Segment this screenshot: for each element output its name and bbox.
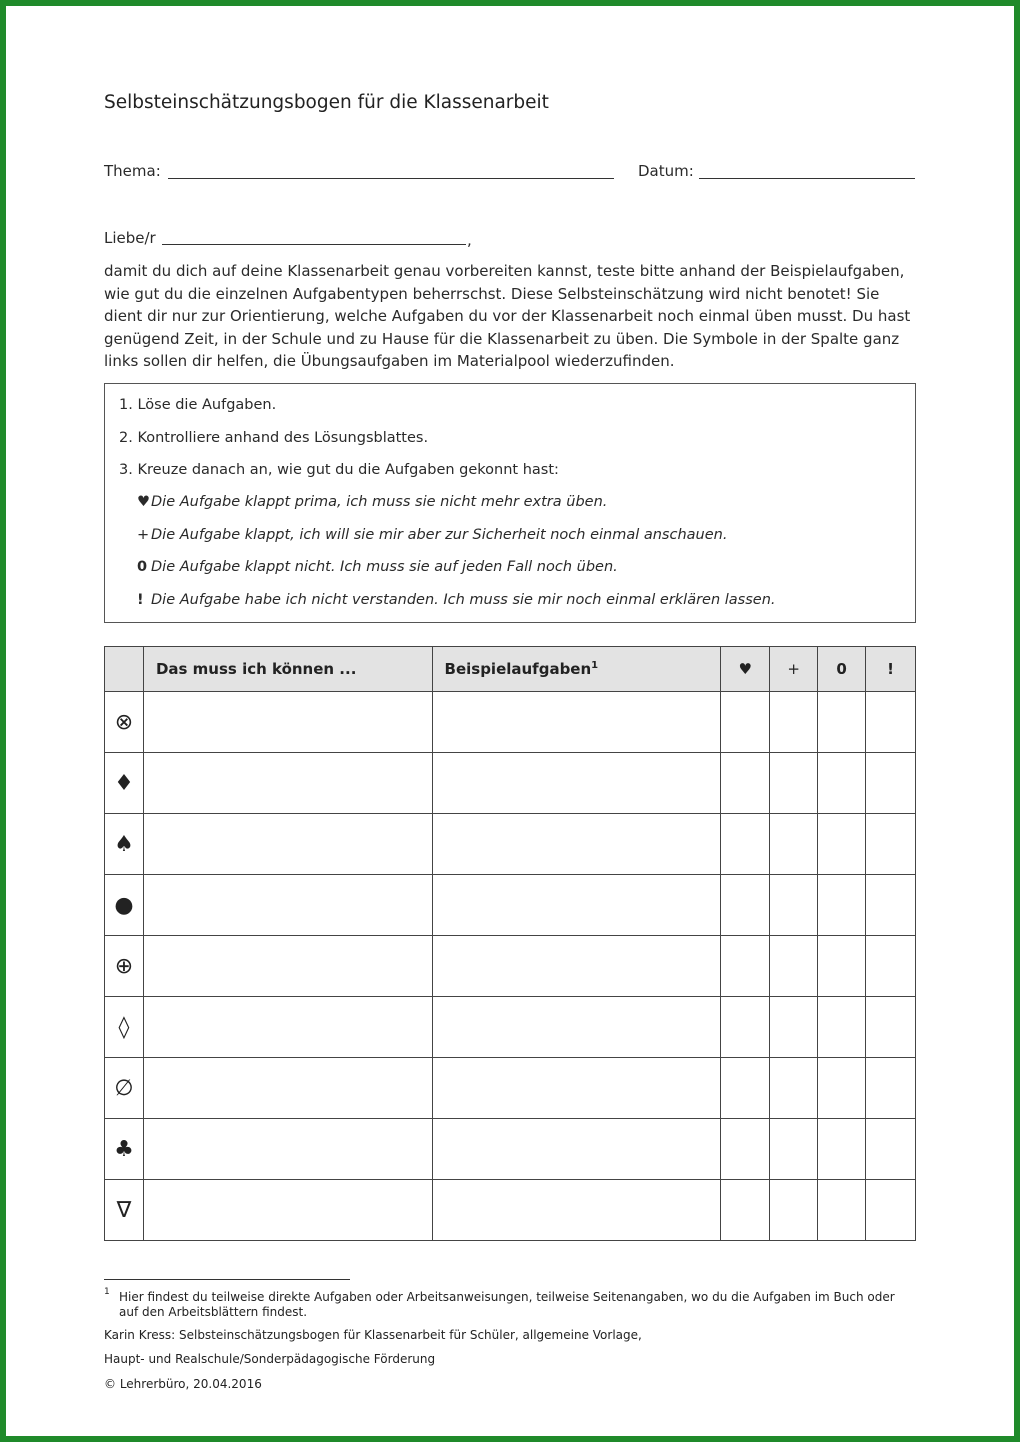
plus-check-cell[interactable] xyxy=(770,1180,818,1241)
plus-icon: + xyxy=(137,527,150,543)
thema-label: Thema: xyxy=(104,162,161,180)
skill-cell[interactable] xyxy=(143,1180,432,1241)
plus-check-cell[interactable] xyxy=(770,753,818,814)
plus-check-cell[interactable] xyxy=(770,936,818,997)
table-row xyxy=(105,1119,916,1180)
nabla-icon: ∇ xyxy=(105,1180,144,1241)
step-2: 2. Kontrolliere anhand des Lösungsblattes. xyxy=(119,430,429,446)
step-1: 1. Löse die Aufgaben. xyxy=(119,397,277,413)
spade-icon: ♠ xyxy=(105,814,144,875)
table-row xyxy=(105,814,916,875)
skill-cell[interactable] xyxy=(143,753,432,814)
greeting-label: Liebe/r xyxy=(104,229,156,247)
exclamation-check-cell[interactable] xyxy=(866,1180,916,1241)
exclamation-check-cell[interactable] xyxy=(866,1119,916,1180)
zero-column-header: 0 xyxy=(818,647,866,692)
zero-check-cell[interactable] xyxy=(818,1119,866,1180)
zero-check-cell[interactable] xyxy=(818,1058,866,1119)
step-3: 3. Kreuze danach an, wie gut du die Aufgaben gekonnt hast: xyxy=(119,462,559,478)
example-cell[interactable] xyxy=(432,1058,721,1119)
footnote-mark: 1 xyxy=(591,660,599,671)
plus-check-cell[interactable] xyxy=(770,875,818,936)
skill-cell[interactable] xyxy=(143,875,432,936)
plus-check-cell[interactable] xyxy=(770,1119,818,1180)
circled-times-icon: ⊗ xyxy=(105,692,144,753)
lozenge-icon: ◊ xyxy=(105,997,144,1058)
heart-check-cell[interactable] xyxy=(721,692,770,753)
exclamation-check-cell[interactable] xyxy=(866,1058,916,1119)
legend-item-heart xyxy=(137,494,607,510)
assessment-table xyxy=(104,646,916,1241)
plus-column-header: + xyxy=(770,647,818,692)
skill-cell[interactable] xyxy=(143,997,432,1058)
plus-check-cell[interactable] xyxy=(770,814,818,875)
zero-check-cell[interactable] xyxy=(818,1180,866,1241)
datum-label: Datum: xyxy=(638,162,694,180)
zero-check-cell[interactable] xyxy=(818,936,866,997)
datum-field[interactable] xyxy=(699,178,915,179)
dot-icon: ● xyxy=(105,875,144,936)
skill-cell[interactable] xyxy=(143,692,432,753)
footnote-text: Hier findest du teilweise direkte Aufgaben oder Arbeitsanweisungen, teilweise Seitenangaben, wo du die Aufgaben im Buch oder auf den Arbeitsblättern findest. xyxy=(119,1290,895,1319)
intro-paragraph: damit du dich auf deine Klassenarbeit genau vorbereiten kannst, teste bitte anhand der Beispielaufgaben, wie gut du die einzelnen Aufgabentypen beherrschst. Diese Selbsteinschätzung wird nicht benotet! Sie dient dir nur zur Orientierung, welche Aufgaben du vor der Klassenarbeit noch einmal üben musst. Du hast genügend Zeit, in der Schule und zu Hause für die Klassenarbeit zu üben. Die Symbole in der Spalte ganz links sollen dir helfen, die Übungsaufgaben im Materialpool wiederzufinden. xyxy=(104,262,911,370)
skill-cell[interactable] xyxy=(143,1119,432,1180)
heart-check-cell[interactable] xyxy=(721,1119,770,1180)
heart-check-cell[interactable] xyxy=(721,936,770,997)
table-row xyxy=(105,1180,916,1241)
table-row xyxy=(105,1058,916,1119)
legend-item-exclamation xyxy=(137,592,776,608)
examples-column-header: Beispielaufgaben$^1$ xyxy=(432,647,721,692)
diamond-icon: ♦ xyxy=(105,753,144,814)
symbol-column-header xyxy=(105,647,144,692)
example-cell[interactable] xyxy=(432,753,721,814)
heart-check-cell[interactable] xyxy=(721,814,770,875)
skill-cell[interactable] xyxy=(143,814,432,875)
table-row xyxy=(105,692,916,753)
skill-column-header: Das muss ich können ... xyxy=(143,647,432,692)
table-row xyxy=(105,753,916,814)
example-cell[interactable] xyxy=(432,692,721,753)
exclamation-check-cell[interactable] xyxy=(866,692,916,753)
exclamation-icon: ! xyxy=(137,592,144,608)
credit-line-2: Haupt- und Realschule/Sonderpädagogische Förderung xyxy=(104,1352,436,1366)
legend-text: Die Aufgabe klappt nicht. Ich muss sie auf jeden Fall noch üben. xyxy=(151,559,618,575)
club-icon: ♣ xyxy=(105,1119,144,1180)
footnote-number: 1 xyxy=(104,1287,110,1297)
legend-item-plus xyxy=(137,527,727,543)
circled-plus-icon: ⊕ xyxy=(105,936,144,997)
footnote-divider xyxy=(104,1279,350,1280)
greeting-comma: , xyxy=(467,231,472,249)
skill-cell[interactable] xyxy=(143,936,432,997)
legend-text: Die Aufgabe klappt, ich will sie mir aber zur Sicherheit noch einmal anschauen. xyxy=(151,527,728,543)
table-row xyxy=(105,936,916,997)
legend-text: Die Aufgabe habe ich nicht verstanden. Ich muss sie mir noch einmal erklären lassen. xyxy=(151,592,776,608)
zero-check-cell[interactable] xyxy=(818,814,866,875)
legend-item-zero xyxy=(137,559,618,575)
name-field[interactable] xyxy=(162,244,466,245)
plus-check-cell[interactable] xyxy=(770,692,818,753)
heart-check-cell[interactable] xyxy=(721,875,770,936)
skill-cell[interactable] xyxy=(143,1058,432,1119)
zero-check-cell[interactable] xyxy=(818,997,866,1058)
instruction-box xyxy=(104,383,916,623)
table-row xyxy=(105,997,916,1058)
zero-check-cell[interactable] xyxy=(818,753,866,814)
exclamation-check-cell[interactable] xyxy=(866,753,916,814)
empty-set-icon: ∅ xyxy=(105,1058,144,1119)
exclamation-check-cell[interactable] xyxy=(866,936,916,997)
exclamation-check-cell[interactable] xyxy=(866,814,916,875)
example-cell[interactable] xyxy=(432,875,721,936)
zero-check-cell[interactable] xyxy=(818,692,866,753)
exclamation-check-cell[interactable] xyxy=(866,997,916,1058)
heart-column-header: ♥ xyxy=(721,647,770,692)
exclamation-column-header: ! xyxy=(866,647,916,692)
heart-check-cell[interactable] xyxy=(721,997,770,1058)
credit-line-3: © Lehrerbüro, 20.04.2016 xyxy=(104,1377,262,1391)
table-header-row xyxy=(105,647,916,692)
zero-icon: 0 xyxy=(137,559,148,575)
heart-check-cell[interactable] xyxy=(721,753,770,814)
plus-check-cell[interactable] xyxy=(770,1058,818,1119)
example-cell[interactable] xyxy=(432,936,721,997)
example-cell[interactable] xyxy=(432,997,721,1058)
credit-line-1: Karin Kress: Selbsteinschätzungsbogen für Klassenarbeit für Schüler, allgemeine Vorlage, xyxy=(104,1328,642,1342)
example-cell[interactable] xyxy=(432,814,721,875)
plus-check-cell[interactable] xyxy=(770,997,818,1058)
heart-check-cell[interactable] xyxy=(721,1180,770,1241)
example-cell[interactable] xyxy=(432,1119,721,1180)
legend-text: Die Aufgabe klappt prima, ich muss sie nicht mehr extra üben. xyxy=(151,494,608,510)
exclamation-check-cell[interactable] xyxy=(866,875,916,936)
page-title: Selbsteinschätzungsbogen für die Klassenarbeit xyxy=(104,92,549,113)
thema-field[interactable] xyxy=(168,178,614,179)
heart-check-cell[interactable] xyxy=(721,1058,770,1119)
zero-check-cell[interactable] xyxy=(818,875,866,936)
example-cell[interactable] xyxy=(432,1180,721,1241)
table-row xyxy=(105,875,916,936)
heart-icon: ♥ xyxy=(137,494,150,510)
